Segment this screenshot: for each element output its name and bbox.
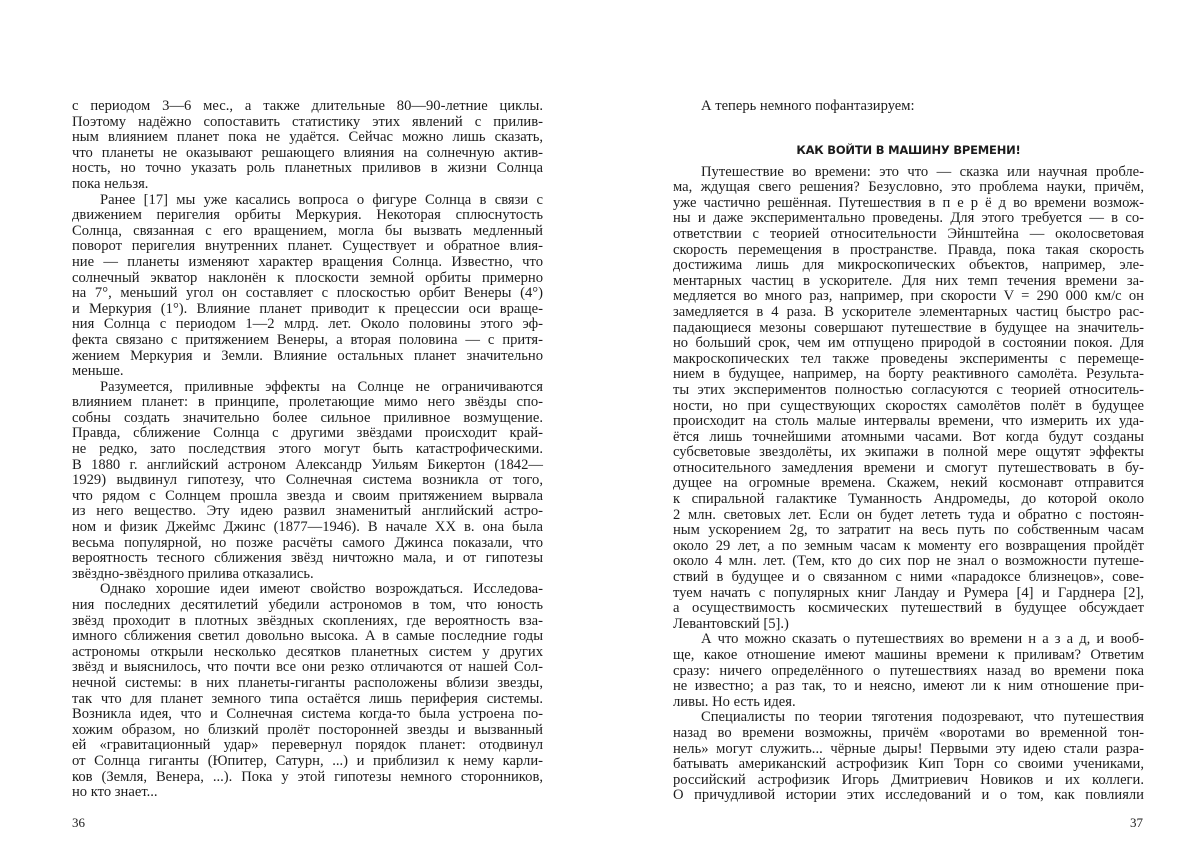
text-line: 2 млн. световых лет. Если он будет лететь туда и обратно с постоян- (673, 508, 1144, 524)
left-page (0, 0, 600, 849)
text-line: вероятность тесного сближения звёзд ничтожно мала, и от гипотезы (72, 551, 543, 567)
text-line: меньше. (72, 364, 543, 380)
text-line: солнечный экватор наклонён к плоскости земной орбиты примерно (72, 271, 543, 287)
text-line: движением перигелия орбиты Меркурия. Некоторая сплюснутость (72, 208, 543, 224)
text-line: нием в будущее, например, на борту реактивного самолёта. Результа- (673, 367, 1144, 383)
text-line: Поэтому надёжно сопоставить статистику этих явлений с прилив- (72, 115, 543, 131)
text-line: ты этих экспериментов полностью согласуются с теорией относитель- (673, 383, 1144, 399)
text-line: В 1880 г. английский астроном Александр Уильям Бикертон (1842— (72, 458, 543, 474)
text-line: относительного замедления времени и смогут путешествовать в бу- (673, 461, 1144, 477)
text-line: макроскопических тел также проведены эксперименты с перемеще- (673, 352, 1144, 368)
text-line: туем начать с популярных книг Ландау и Румера [4] и Гарднера [2], (673, 586, 1144, 602)
text-line: ности, но при существующих скоростях самолётов полёт в будущее (673, 399, 1144, 415)
paragraph (72, 99, 543, 193)
text-line: ния последних десятилетий убедили астрономов в том, что юность (72, 598, 543, 614)
text-line: фекта связано с притяжением Венеры, а вторая половина — с притя- (72, 333, 543, 349)
text-line: Разумеется, приливные эффекты на Солнце не ограничиваются (72, 380, 543, 396)
intro-line: А теперь немного пофантазируем: (673, 99, 1144, 115)
text-line: влиянием планет: в принципе, пролетающие мимо него звёзды спо- (72, 395, 543, 411)
text-line: ма, ждущая свего решения? Безусловно, это проблема науки, причём, (673, 180, 1144, 196)
text-line: ще, какое отношение имеют машины времени к приливам? Ответим (673, 648, 1144, 664)
text-line: О причудливой истории этих исследований и о том, как повлияли (673, 788, 1144, 804)
text-line: скорость перемещения в пространстве. Правда, пока такая скорость (673, 243, 1144, 259)
text-line: не редко, зато последствия этого могут быть катастрофическими. (72, 442, 543, 458)
text-line: а осуществимость космических путешествий в будущее обсуждает (673, 601, 1144, 617)
text-line: ном и физик Джеймс Джинс (1877—1946). В начале XX в. она была (72, 520, 543, 536)
text-line: не известно; а раз так, то и неясно, имеют ли к ним отношение при- (673, 679, 1144, 695)
section-heading: КАК ВОЙТИ В МАШИНУ ВРЕМЕНИ! (673, 143, 1144, 157)
text-line: ётся лишь точнейшими атомными часами. Вот когда будут созданы (673, 430, 1144, 446)
text-line: ливы. Но есть идея. (673, 695, 1144, 711)
paragraph (72, 380, 543, 583)
text-line: звёзд проходит в плотных звёздных скоплениях, где вероятность вза- (72, 614, 543, 630)
text-line: с периодом 3—6 мес., а также длительные 80—90-летние циклы. (72, 99, 543, 115)
text-line: но кто знает... (72, 785, 543, 801)
text-line: ментарных частиц в ускорителе. Для них темп течения времени за- (673, 274, 1144, 290)
text-line: Солнца, связанная с его вращением, могла бы вызвать медленный (72, 224, 543, 240)
text-line: замедляется в 4 раза. В ускорителе элементарных частиц быстро рас- (673, 305, 1144, 321)
text-line: ответствии с теорией относительности Эйнштейна — околосветовая (673, 227, 1144, 243)
paragraph (673, 632, 1144, 710)
page-number-right: 37 (1126, 815, 1143, 831)
paragraph (72, 193, 543, 380)
text-line: от Солнца гиганты (Юпитер, Сатурн, ...) и приблизил к нему карли- (72, 754, 543, 770)
text-line: около 29 лет, а по земным часам к моменту его возвращения пройдёт (673, 539, 1144, 555)
text-line: нель» могут служить... чёрные дыры! Первыми эту идею стали разра- (673, 742, 1144, 758)
text-line: имного сближения светил довольно высока. А в самые последние годы (72, 629, 543, 645)
left-page-text (72, 99, 543, 801)
text-line: ей «гравитационный удар» перевернул порядок планет: отодвинул (72, 738, 543, 754)
text-line: происходит на столь малые интервалы времени, что измерить их уда- (673, 414, 1144, 430)
text-line: астрономы открыли несколько десятков планетных систем у других (72, 645, 543, 661)
text-line: звёзд и выяснилось, что почти все они резко отличаются от нашей Сол- (72, 660, 543, 676)
paragraph (72, 582, 543, 800)
text-line: так что для планет земного типа остаётся лишь периферия системы. (72, 692, 543, 708)
text-line: российский астрофизик Игорь Дмитриевич Новиков и их коллеги. (673, 773, 1144, 789)
text-line: ным влиянием планет пока не удаётся. Сейчас можно лишь сказать, (72, 130, 543, 146)
text-line: Возникла идея, что и Солнечная система когда-то была устроена по- (72, 707, 543, 723)
text-line: хожим образом, но близкий пролёт посторонней звезды и вызванный (72, 723, 543, 739)
text-line: на 7°, меньший угол он составляет с плоскостью орбит Венеры (4°) (72, 286, 543, 302)
text-line: Путешествие во времени: это что — сказка или научная пробле- (673, 165, 1144, 181)
paragraph (673, 165, 1144, 633)
text-line: но больший срок, чем им отпущено природой в состоянии покоя. Для (673, 336, 1144, 352)
paragraph (673, 710, 1144, 804)
text-line: ным ускорением 2g, то затратит на весь путь по собственным часам (673, 523, 1144, 539)
text-line: к спиральной галактике Туманность Андромеды, до которой около (673, 492, 1144, 508)
text-line: около 4 млн. лет. (Тем, кто до сих пор не знал о возможности путеше- (673, 554, 1144, 570)
text-line: падающиеся мезоны совершают путешествие в будущее на значитель- (673, 321, 1144, 337)
text-line: уже частично решённая. Путешествия в п е р ё д во времени возмож- (673, 196, 1144, 212)
text-line: Левантовский [5].) (673, 617, 1144, 633)
text-line: ния Солнца с периодом 1—2 млрд. лет. Около половины этого эф- (72, 317, 543, 333)
text-line: нечной системы: в них планеты-гиганты расположены вблизи звезды, (72, 676, 543, 692)
text-line: дущее на огромные времена. Скажем, некий космонавт отправится (673, 476, 1144, 492)
text-line: и Меркурия (1°). Влияние планет приводит к прецессии оси враще- (72, 302, 543, 318)
text-line: 1929) выдвинул гипотезу, что Солнечная система возникла от того, (72, 473, 543, 489)
text-line: медляется во много раз, например, при скорости V = 290 000 км/с он (673, 289, 1144, 305)
text-line: Однако хорошие идеи имеют свойство возрождаться. Исследова- (72, 582, 543, 598)
text-line: ков (Земля, Венера, ...). Пока у этой гипотезы немного сторонников, (72, 770, 543, 786)
text-line: субсветовые звездолёты, их экипажи в полной мере ощутят эффекты (673, 445, 1144, 461)
text-line: поворот перигелия внутренних планет. Существует и обратное влия- (72, 239, 543, 255)
text-line: собны создать значительно более сильное приливное возмущение. (72, 411, 543, 427)
text-line: звёздно-звёздного прилива отказались. (72, 567, 543, 583)
text-line: Правда, сближение Солнца с другими звёздами происходит край- (72, 426, 543, 442)
text-line: Ранее [17] мы уже касались вопроса о фигуре Солнца в связи с (72, 193, 543, 209)
text-line: ствий в будущее и о связанном с ними «парадоксе близнецов», сове- (673, 570, 1144, 586)
text-line: ны и даже экспериментально проведены. Для этого требуется — в со- (673, 211, 1144, 227)
right-page-text (673, 99, 1144, 804)
text-line: сразу: ничего определённого о путешествиях назад во времени пока (673, 664, 1144, 680)
text-line: что рядом с Солнцем прошла звезда и своим притяжением вырвала (72, 489, 543, 505)
text-line: Специалисты по теории тяготения подозревают, что путешествия (673, 710, 1144, 726)
text-line: жением Меркурия и Земли. Влияние остальных планет значительно (72, 349, 543, 365)
page-number-left: 36 (72, 815, 85, 831)
text-line: весьма популярной, но позже расчёты самого Джинса показали, что (72, 536, 543, 552)
text-line: что планеты не оказывают решающего влияния на солнечную актив- (72, 146, 543, 162)
text-line: пока нельзя. (72, 177, 543, 193)
text-line: А что можно сказать о путешествиях во времени н а з а д, и вооб- (673, 632, 1144, 648)
text-line: из него вещество. Эту идею развил знаменитый английский астро- (72, 504, 543, 520)
text-line: достижима лишь для микроскопических объектов, например, эле- (673, 258, 1144, 274)
text-line: ние — планеты изменяют характер вращения Солнца. Известно, что (72, 255, 543, 271)
text-line: назад во времени возможны, причём «воротами во временной тон- (673, 726, 1144, 742)
text-line: батывать американский астрофизик Кип Торн со своими учениками, (673, 757, 1144, 773)
text-line: ность, но точно указать роль планетных приливов в жизни Солнца (72, 161, 543, 177)
